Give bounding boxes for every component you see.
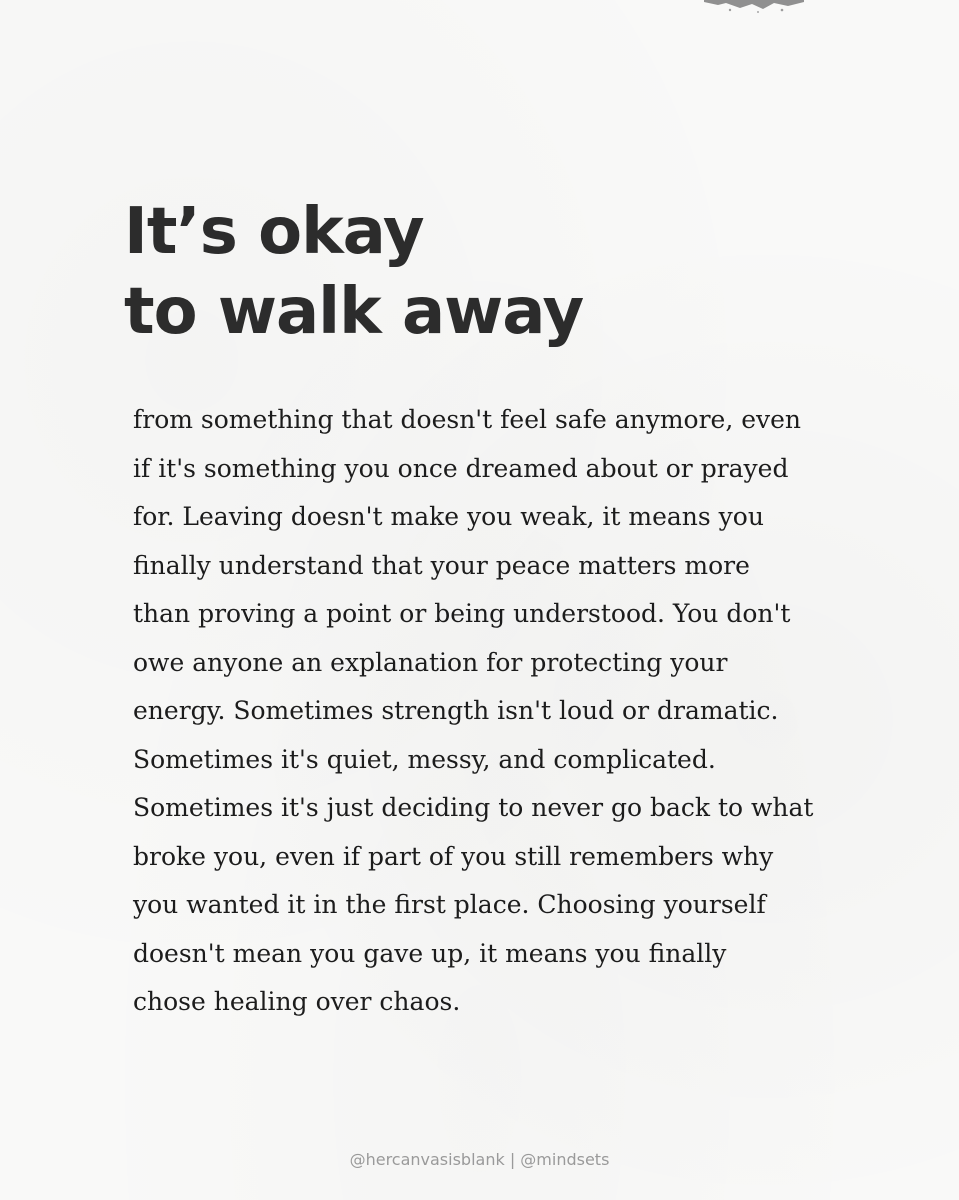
- body-line: from something that doesn't feel safe anymore, even: [133, 405, 802, 434]
- body-line: finally understand that your peace matters more: [133, 550, 750, 580]
- body-line: than proving a point or being understood. You don't: [133, 599, 791, 628]
- body-line: chose healing over chaos.: [133, 987, 461, 1016]
- title-line-2: to walk away: [124, 275, 584, 349]
- credits-handles: @hercanvasisblank | @mindsets: [349, 1150, 610, 1169]
- body-line: you wanted it in the first place. Choosing yourself: [133, 890, 766, 919]
- body-line: energy. Sometimes strength isn't loud or dramatic.: [133, 696, 779, 725]
- body-line: doesn't mean you gave up, it means you finally: [133, 938, 727, 968]
- paper-scuff-mark: [700, 0, 810, 14]
- body-line: Sometimes it's quiet, messy, and complicated.: [133, 744, 716, 774]
- body-paragraph: [133, 396, 843, 1027]
- body-line: if it's something you once dreamed about or prayed: [133, 453, 789, 483]
- title-line-1: It’s okay: [124, 195, 424, 269]
- body-line: broke you, even if part of you still remembers why: [133, 841, 774, 871]
- body-line: owe anyone an explanation for protecting your: [133, 647, 728, 677]
- body-line: Sometimes it's just deciding to never go back to what: [133, 793, 814, 822]
- body-line: for. Leaving doesn't make you weak, it means you: [133, 502, 764, 531]
- page-title: [124, 192, 583, 352]
